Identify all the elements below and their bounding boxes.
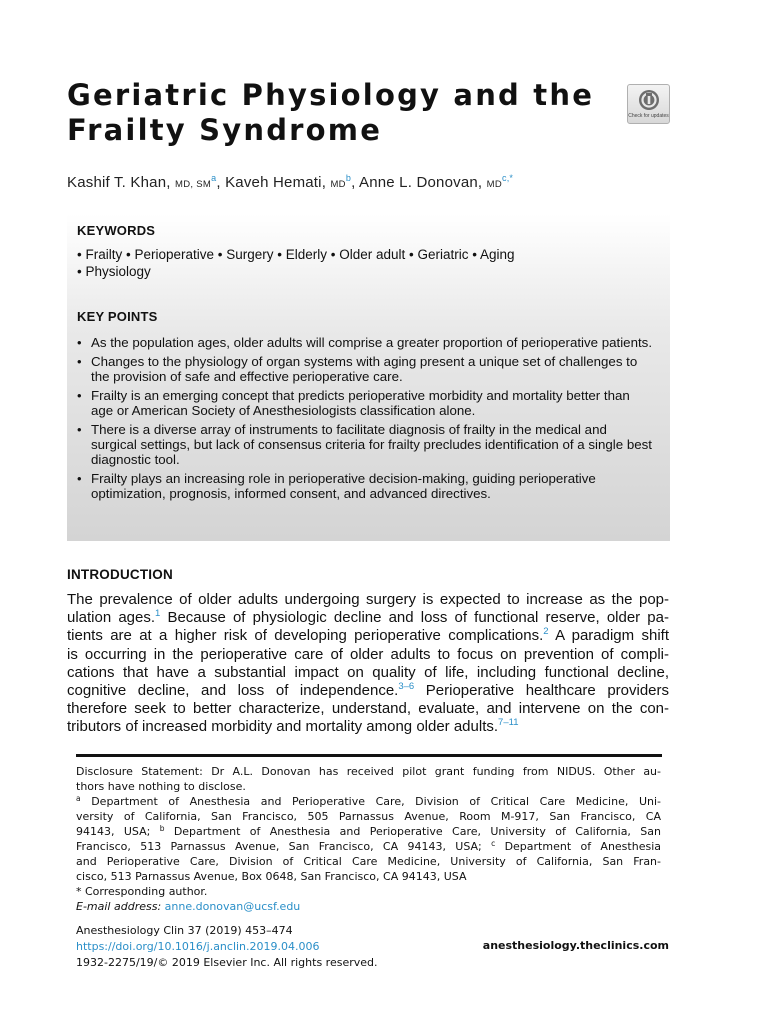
- affiliation-line: cisco, 513 Parnassus Avenue, Box 0648, San Francisco, CA 94143, USA: [76, 870, 467, 883]
- journal-website: anesthesiology.theclinics.com: [482, 939, 669, 952]
- badge-label: Check for updates: [628, 113, 669, 119]
- footnotes: [76, 764, 661, 914]
- paragraph-line: ulation ages.$^1$ Because of physiologic decline and loss of functional reserve, older pa-: [67, 608, 669, 627]
- email-line: [76, 899, 661, 914]
- key-point-item: • As the population ages, older adults will comprise a greater proportion of perioperative patients.: [77, 335, 652, 350]
- footnote-divider: [76, 754, 662, 757]
- copyright: 1932-2275/19/© 2019 Elsevier Inc. All rights reserved.: [76, 956, 378, 969]
- paragraph-line: tributors of increased morbidity and mortality among older adults.$^{7-11}$: [67, 717, 519, 736]
- affiliation-marker[interactable]: b: [345, 173, 352, 183]
- author-name: Kaveh Hemati: [225, 174, 322, 191]
- affiliation-line: $^a$ Department of Anesthesia and Perioperative Care, Division of Critical Care Medicine, Uni-: [76, 794, 661, 808]
- title-line-2: Frailty Syndrome: [67, 113, 383, 147]
- author-degree: MD: [486, 179, 503, 190]
- journal-citation: Anesthesiology Clin 37 (2019) 453–474: [76, 924, 293, 937]
- introduction-heading: INTRODUCTION: [67, 567, 173, 582]
- paragraph-line: The prevalence of older adults undergoing surgery is expected to increase as the pop-: [67, 591, 669, 608]
- keywords-keypoints-box: [67, 214, 670, 541]
- introduction-paragraph: [67, 591, 669, 737]
- disclosure-line: thors have nothing to disclose.: [76, 780, 246, 793]
- keywords-line: • Frailty • Perioperative • Surgery • Elderly • Older adult • Geriatric • Aging: [77, 247, 515, 262]
- corresponding-author: * Corresponding author.: [76, 885, 208, 898]
- affiliation-line: and Perioperative Care, Division of Critical Care Medicine, University of California, San Fran-: [76, 855, 661, 868]
- article-title: [67, 78, 594, 148]
- author-name: Anne L. Donovan: [358, 174, 478, 191]
- key-point-item: • There is a diverse array of instruments to facilitate diagnosis of frailty in the medical and surgical settings, but lack of consensus criteria for frailty precludes identification of a single best diagnostic tool.: [77, 422, 652, 467]
- citation-link[interactable]: 7–11: [498, 717, 519, 729]
- paragraph-line: tients are at a higher risk of developing perioperative complications.$^2$ A paradigm shift: [67, 626, 669, 645]
- doi-link[interactable]: https://doi.org/10.1016/j.anclin.2019.04.006: [76, 940, 320, 953]
- journal-info: [76, 923, 378, 971]
- author-degree: MD, SM: [175, 179, 212, 190]
- paragraph-line: therefore seek to better characterize, understand, evaluate, and intervene on the con-: [67, 700, 669, 718]
- citation-link[interactable]: 1: [155, 608, 161, 620]
- email-link[interactable]: anne.donovan@ucsf.edu: [164, 900, 301, 913]
- key-point-item: • Changes to the physiology of organ systems with aging present a unique set of challenges to the provision of safe and effective perioperative care.: [77, 354, 652, 384]
- key-point-item: • Frailty plays an increasing role in perioperative decision-making, guiding perioperative optimization, prognosis, informed consent, and advanced directives.: [77, 471, 652, 501]
- paragraph-line: cations that have a substantial impact on quality of life, including functional decline,: [67, 663, 669, 681]
- disclosure-line: Disclosure Statement: Dr A.L. Donovan has received pilot grant funding from NIDUS. Other au-: [76, 765, 661, 778]
- keywords-heading: KEYWORDS: [77, 223, 156, 238]
- affiliation-marker[interactable]: a: [211, 173, 217, 183]
- citation-link[interactable]: 2: [543, 626, 549, 638]
- check-for-updates-badge[interactable]: [627, 84, 670, 124]
- author-name: Kashif T. Khan: [67, 174, 167, 191]
- crossmark-icon: [637, 88, 661, 112]
- paragraph-line: cognitive decline, and loss of independence.$^{3-6}$ Perioperative healthcare providers: [67, 681, 670, 700]
- key-point-item: • Frailty is an emerging concept that predicts perioperative morbidity and mortality better than age or American Society of Anesthesiologists classification alone.: [77, 388, 652, 418]
- affiliation-line: versity of California, San Francisco, 505 Parnassus Avenue, Room M-917, San Francisco, CA: [76, 810, 661, 823]
- author-list: Kashif T. Khan, MD, $SM^a$, Kaveh Hemati, $MD^b$, Anne L. Donovan, $MD^{c,*}$: [67, 173, 514, 191]
- keywords-line: • Physiology: [77, 264, 151, 279]
- author-degree: MD: [330, 179, 346, 190]
- affiliation-marker[interactable]: c,*: [502, 173, 514, 183]
- email-label: E-mail address:: [76, 900, 162, 913]
- key-points-list: [77, 335, 652, 505]
- affiliation-line: 94143, USA; $^b$ Department of Anesthesia and Perioperative Care, University of California, San: [76, 824, 661, 838]
- title-line-1: Geriatric Physiology and the: [67, 78, 595, 112]
- affiliation-line: Francisco, 513 Parnassus Avenue, San Francisco, CA 94143, USA; $^c$ Department of Anesthesia: [76, 839, 661, 853]
- key-points-heading: KEY POINTS: [77, 309, 158, 324]
- citation-link[interactable]: 3–6: [398, 681, 415, 693]
- paragraph-line: is occurring in the perioperative care of older adults to focus on prevention of compli-: [67, 645, 669, 663]
